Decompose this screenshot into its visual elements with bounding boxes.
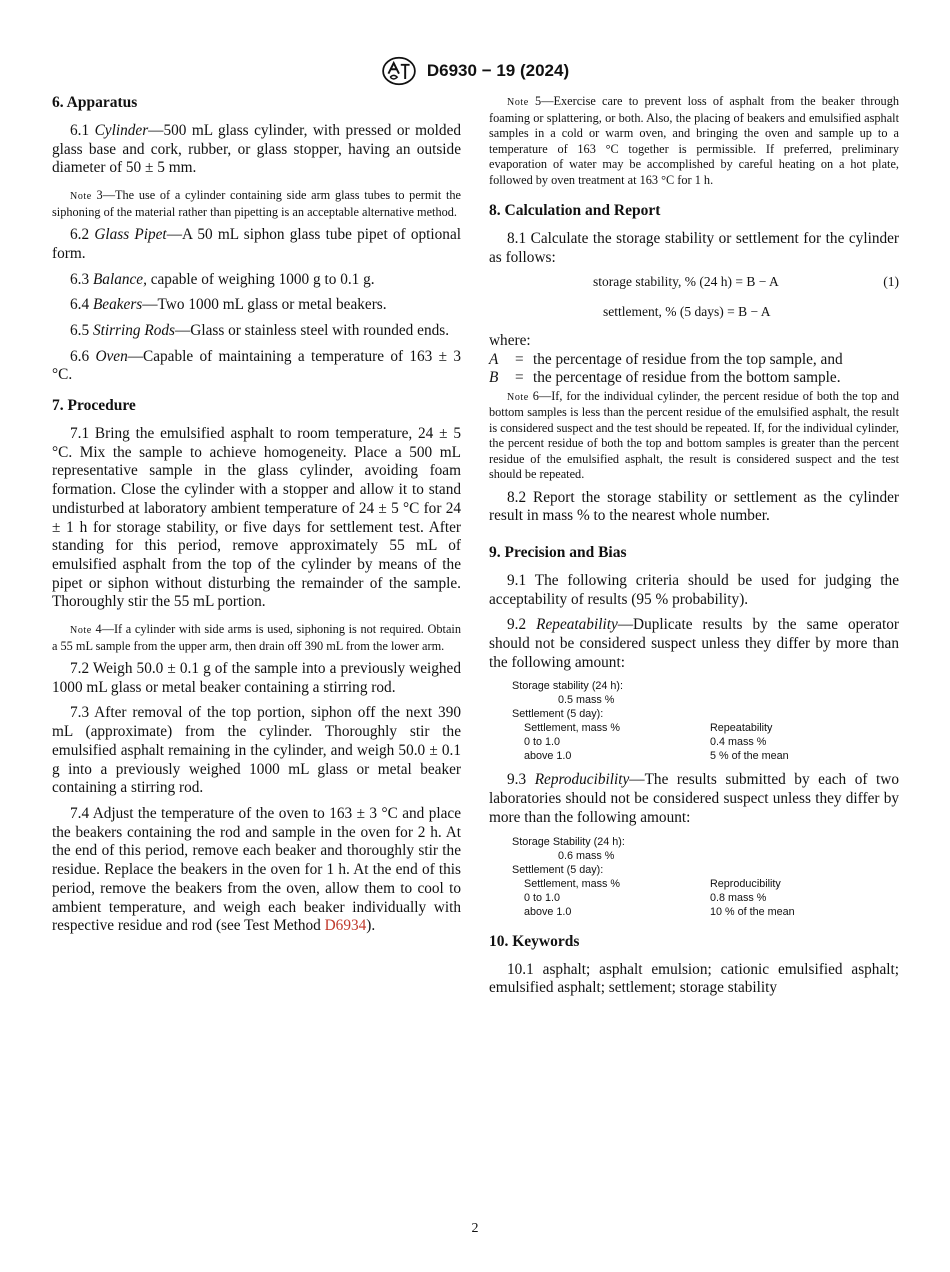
note-6: Note 6—If, for the individual cylinder, the percent residue of both the top and bottom samples is less than the percent residue of the emulsified asphalt, the result is considered suspect and the test should be repeated. If, for the individual cylinder, the percent residue of both the top and bottom samples is greater than the percent residue of the emulsified asphalt, the result is considered suspect and the test should be repeated. bbox=[489, 388, 899, 482]
para-6-2: 6.2 Glass Pipet—A 50 mL siphon glass tube pipet of optional form. bbox=[52, 226, 461, 262]
para-6-6: 6.6 Oven—Capable of maintaining a temperature of 163 ± 3 °C. bbox=[52, 347, 461, 384]
left-column bbox=[52, 94, 461, 943]
d6934-link[interactable]: D6934 bbox=[324, 917, 367, 935]
para-9-1: 9.1 The following criteria should be used for judging the acceptability of results (95 % probability). bbox=[489, 571, 899, 608]
para-6-3: 6.3 Balance, capable of weighing 1000 g to 0.1 g. bbox=[70, 270, 375, 288]
equation-2: settlement, % (5 days) = B − A bbox=[603, 304, 771, 320]
page-header bbox=[0, 56, 950, 86]
para-6-4: 6.4 Beakers—Two 1000 mL glass or metal beakers. bbox=[70, 296, 387, 314]
document-id: D6930 − 19 (2024) bbox=[426, 61, 570, 80]
where-label: where: bbox=[489, 332, 531, 350]
section-9-heading: 9. Precision and Bias bbox=[489, 543, 627, 561]
note-3: Note 3—The use of a cylinder containing side arm glass tubes to permit the siphoning of the material rather than pipetting is an acceptable alternative method. bbox=[52, 188, 461, 219]
para-6-1: 6.1 Cylinder—500 mL glass cylinder, with pressed or molded glass base and cork, rubber, or glass stopper, having an outside diameter of 50 ± 5 mm. bbox=[52, 122, 462, 177]
section-6-heading: 6. Apparatus bbox=[52, 94, 138, 111]
table-row: above 1.0 10 % of the mean bbox=[524, 905, 795, 918]
para-7-3: 7.3 After removal of the top portion, siphon off the next 390 mL (approximate) from the cylinder. Thoroughly stir the emulsified asphalt remaining in the cylinder, and weigh 50.0 ± 0.1 g into a previously weighed 1000 mL glass or metal beaker containing a stirring rod. bbox=[52, 704, 461, 797]
reproducibility-table: Storage Stability (24 h): 0.6 mass % Settlement (5 day): Settlement, mass % Reproducibility 0 to 1.0 0.8 mass % above 1.0 10 % of the mean bbox=[512, 835, 899, 919]
right-column bbox=[489, 94, 899, 1005]
definition-b: B = the percentage of residue from the bottom sample. bbox=[489, 368, 841, 386]
table-row: above 1.0 5 % of the mean bbox=[524, 750, 789, 763]
para-7-1: 7.1 Bring the emulsified asphalt to room temperature, 24 ± 5 °C. Mix the sample to achieve homogeneity. Place a 500 mL representative sample in the glass cylinder, avoiding foam formation. Close the cylinder with a stopper and allow it to stand undisturbed at laboratory ambient temperature of 24 ± 5 °C for 24 ± 1 h for storage stability, or five days for settlement test. After standing for this period, remove approximately 55 mL of emulsified asphalt from the top of the cylinder by means of the pipet or siphon without disturbing the remainder of the sample. Thoroughly stir the 55 mL portion. bbox=[52, 425, 461, 611]
astm-logo-icon bbox=[381, 56, 417, 86]
para-6-5: 6.5 Stirring Rods—Glass or stainless steel with rounded ends. bbox=[70, 321, 450, 339]
para-8-1: 8.1 Calculate the storage stability or settlement for the cylinder as follows: bbox=[489, 230, 899, 266]
para-9-2: 9.2 Repeatability—Duplicate results by the same operator should not be considered suspect unless they differ by more than the following amount: bbox=[489, 616, 899, 671]
table-row: 0 to 1.0 0.8 mass % bbox=[524, 891, 767, 904]
equation-1: storage stability, % (24 h) = B − A (1) bbox=[593, 274, 899, 290]
para-9-3: 9.3 Reproducibility—The results submitted by each of two laboratories should not be considered suspect unless they differ by more than the following amount: bbox=[489, 771, 899, 826]
para-8-2: 8.2 Report the storage stability or settlement as the cylinder result in mass % to the nearest whole number. bbox=[489, 488, 899, 525]
para-7-4: 7.4 Adjust the temperature of the oven to 163 ± 3 °C and place the beakers containing the rod and sample in the oven for 2 h. At the end of this period, remove each beaker and thoroughly stir the residue. Replace the beakers in the oven for 1 h. At the end of this period, remove the beakers from the oven, allow them to cool to ambient temperature, and weigh each beaker individually with respective residue and rod (see Test Method D6934). bbox=[52, 804, 461, 935]
section-10-heading: 10. Keywords bbox=[489, 932, 580, 950]
definition-a: A = the percentage of residue from the top sample, and bbox=[489, 351, 843, 369]
page-number: 2 bbox=[471, 1221, 479, 1236]
note-4: Note 4—If a cylinder with side arms is used, siphoning is not required. Obtain a 55 mL sample from the upper arm, then drain off 390 mL from the lower arm. bbox=[52, 622, 461, 653]
para-10-1: 10.1 asphalt; asphalt emulsion; cationic emulsified asphalt; emulsified asphalt; settlement; storage stability bbox=[489, 960, 899, 997]
table-row: 0 to 1.0 0.4 mass % bbox=[524, 736, 767, 749]
note-5: Note 5—Exercise care to prevent loss of asphalt from the beaker through foaming or splattering, or both. Also, the placing of beakers and emulsified asphalt samples in a cold or warm oven, and bringing the oven and sample up to a temperature of 163 °C together is permissible. If preferred, preliminary evaporation of water may be accomplished by careful heating on a hot plate, followed by oven treatment at 163 °C for 1 h. bbox=[489, 94, 899, 187]
repeatability-table: Storage stability (24 h): 0.5 mass % Settlement (5 day): Settlement, mass % Repeatability 0 to 1.0 0.4 mass % above 1.0 5 % of the mean bbox=[512, 679, 899, 763]
equation-number: (1) bbox=[883, 274, 899, 290]
para-7-2: 7.2 Weigh 50.0 ± 0.1 g of the sample into a previously weighed 1000 mL glass or metal beaker containing a stirring rod. bbox=[52, 660, 461, 696]
section-7-heading: 7. Procedure bbox=[52, 397, 136, 415]
section-8-heading: 8. Calculation and Report bbox=[489, 202, 661, 219]
